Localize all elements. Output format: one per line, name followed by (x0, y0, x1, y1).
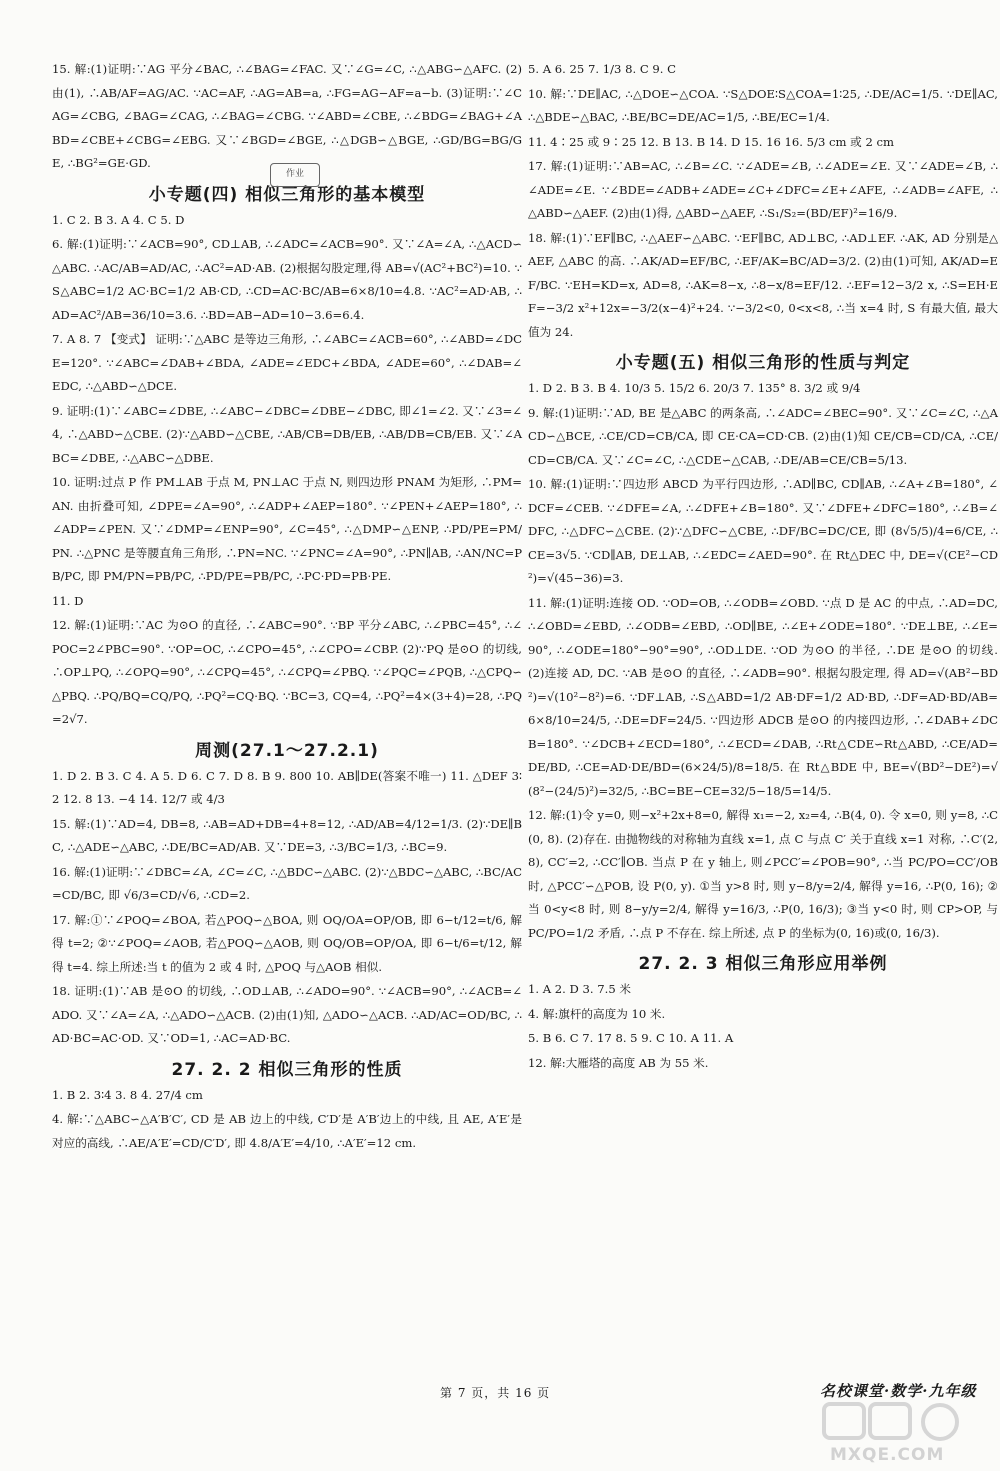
answer-paragraph: 7. A 8. 7 【变式】 证明:∵△ABC 是等边三角形, ∴∠ABC=∠ACB=60°, ∴∠ABD=∠DCE=120°. ∵∠ABC=∠DAB+∠BDA, ∠ADE=∠EDC+∠BDA, ∠ADE=60°, ∴∠DAB=∠EDC, ∴△ABD∽△DCE. (52, 332, 522, 393)
answer-paragraph: 15. 解:(1)∵AD=4, DB=8, ∴AB=AD+DB=4+8=12, ∴AD/AB=4/12=1/3. (2)∵DE∥BC, ∴△ADE∽△ABC, ∴DE/BC=AD/AB. 又∵DE=3, ∴3/BC=1/3, ∴BC=9. (52, 816, 522, 854)
answer-paragraph: 15. 解:(1)证明:∵AG 平分∠BAC, ∴∠BAG=∠FAC. 又∵∠G=∠C, ∴△ABG∽△AFC. (2)由(1), ∴AB/AF=AG/AC. ∵AC=AF, ∴AG=AB=a, ∴FG=AG−AF=a−b. (3)证明:∵∠CAG=∠CBG, ∠BAG=∠CAG, ∴∠BAG=∠CBG. ∵∠ABD=∠CBE, ∴∠BDG=∠BAG+∠ABD=∠CBE+∠CBG=∠EBG. 又∵∠BGD=∠BGE, ∴△DGB∽△BGE, ∴GD/BG=BG/GE, ∴BG²=GE·GD. (52, 62, 522, 170)
answer-paragraph: 16. 解:(1)证明:∵∠DBC=∠A, ∠C=∠C, ∴△BDC∽△ABC. (2)∵△BDC∽△ABC, ∴BC/AC=CD/BC, 即 √6/3=CD/√6, ∴CD=2. (52, 864, 523, 902)
answer-paragraph: 4. 解:旗杆的高度为 10 米. (528, 1006, 666, 1021)
watermark-text: MXQE.COM (830, 1445, 945, 1465)
answer-paragraph: 1. B 2. 3∶4 3. 8 4. 27/4 cm (52, 1087, 203, 1102)
answer-paragraph: 5. B 6. C 7. 17 8. 5 9. C 10. A 11. A (528, 1031, 734, 1045)
answer-paragraph: 10. 证明:过点 P 作 PM⊥AB 于点 M, PN⊥AC 于点 N, 则四边形 PNAM 为矩形, ∴PM=AN. 由折叠可知, ∠DPE=∠A=90°, ∴∠ADP+∠AEP=180°. ∵∠PEN+∠AEP=180°, ∴∠ADP=∠PEN. 又∵∠DMP=∠ENP=90°, ∠C=45°, ∴△DMP∽△ENP, ∴PD/PE=PM/PN. ∴△PNC 是等腰直角三角形, ∴PN=NC. ∵∠PNC=∠A=90°, ∴PN∥AB, ∴AN/NC=PB/PC, 即 PM/PN=PB/PC, ∴PD/PE=PB/PC, ∴PC·PD=PB·PE. (52, 475, 522, 583)
answer-paragraph: 11. 4∶25 或 9∶25 12. B 13. B 14. D 15. 16 16. 5/3 cm 或 2 cm (528, 134, 895, 149)
answer-paragraph: 17. 解:(1)证明:∵AB=AC, ∴∠B=∠C. ∵∠ADE=∠B, ∴∠ADE=∠E. 又∵∠ADE=∠B, ∴∠ADE=∠E. ∵∠BDE=∠ADB+∠ADE=∠C+∠DFC=∠E+∠AFE, ∴∠ADB=∠AFE, ∴△ABD∽△AEF. (2)由(1)得, △ABD∽△AEF, ∴S₁/S₂=(BD/EF)²=16/9. (528, 159, 998, 220)
answer-paragraph: 4. 解:∵△ABC∽△A′B′C′, CD 是 AB 边上的中线, C′D′是 A′B′边上的中线, 且 AE, A′E′是对应的高线, ∴AE/A′E′=CD/C′D′, 即 4.8/A′E′=4/10, ∴A′E′=12 cm. (52, 1112, 522, 1150)
right-column (528, 58, 998, 1076)
answer-paragraph: 1. C 2. B 3. A 4. C 5. D (52, 212, 185, 227)
answer-paragraph: 11. 解:(1)证明:连接 OD. ∵OD=OB, ∴∠ODB=∠OBD. ∵点 D 是 AC 的中点, ∴AD=DC, ∴∠OBD=∠EBD, ∴∠ODB=∠EBD, ∴OD∥BE, ∴∠E+∠ODE=180°. ∵DE⊥BE, ∴∠E=90°, ∴∠ODE=180°−90°=90°, ∴OD⊥DE. ∵OD 为⊙O 的半径, ∴DE 是⊙O 的切线. (2)连接 AD, DC. ∵AB 是⊙O 的直径, ∴∠ADB=90°. 根据勾股定理, 得 AD=√(AB²−BD²)=√(10²−8²)=6. ∵DF⊥AB, ∴S△ABD=1/2 AB·DF=1/2 AD·BD, ∴DF=AD·BD/AB=6×8/10=24/5, ∴DE=DF=24/5. ∵四边形 ADCB 是⊙O 的内接四边形, ∴∠DAB+∠DCB=180°. ∵∠DCB+∠ECD=180°, ∴∠ECD=∠DAB, ∴Rt△CDE∽Rt△ABD, ∴CE/AD=DE/BD, ∴CE=AD·DE/BD=(6×24/5)/8=18/5. 在 Rt△BDE 中, BE=√(BD²−DE²)=√(8²−(24/5)²)=32/5, ∴BC=BE−CE=32/5−18/5=14/5. (528, 595, 998, 798)
left-column (52, 58, 522, 1156)
answer-paragraph: 11. D (52, 593, 84, 608)
answer-paragraph: 10. 解:(1)证明:∵四边形 ABCD 为平行四边形, ∴AD∥BC, CD∥AB, ∴∠A+∠B=180°, ∠DCF=∠CEB. ∵∠DFE=∠A, ∴∠DFE+∠B=180°. 又∵∠DFE+∠DFC=180°, ∴∠B=∠DFC, ∴△DFC∽△CBE. (2)∵△DFC∽△CBE, ∴DF/BC=DC/CE, 即 (8√5/5)/4=6/CE, ∴CE=3√5. ∵CD∥AB, DE⊥AB, ∴∠EDC=∠AED=90°. 在 Rt△DEC 中, DE=√(CE²−CD²)=√(45−36)=3. (528, 477, 998, 585)
homework-stamp: 作业 (270, 163, 320, 187)
answer-paragraph: 1. A 2. D 3. 7.5 米 (528, 982, 631, 996)
answer-paragraph: 9. 解:(1)证明:∵AD, BE 是△ABC 的两条高, ∴∠ADC=∠BEC=90°. 又∵∠C=∠C, ∴△ACD∽△BCE, ∴CE/CD=CB/CA, 即 CE·CA=CD·CB. (2)由(1)知 CE/CB=CD/CA, ∴CE/CD=CB/CA. 又∵∠C=∠C, ∴△CDE∽△CAB, ∴DE/AB=CE/CB=5/13. (528, 405, 998, 467)
answer-paragraph: 1. D 2. B 3. B 4. 10/3 5. 15/2 6. 20/3 7. 135° 8. 3/2 或 9/4 (528, 381, 861, 395)
answer-paragraph: 12. 解:大雁塔的高度 AB 为 55 米. (528, 1055, 709, 1070)
section-heading: 27. 2. 3 相似三角形应用举例 (638, 954, 888, 974)
answer-paragraph: 12. 解:(1)令 y=0, 则−x²+2x+8=0, 解得 x₁=−2, x₂=4, ∴B(4, 0). 令 x=0, 则 y=8, ∴C(0, 8). (2)存在. 由抛物线的对称轴为直线 x=1, 点 C 与点 C′ 关于直线 x=1 对称, ∴C′(2, 8), CC′=2, ∴CC′∥OB. 当点 P 在 y 轴上, 则∠PCC′=∠POB=90°, ∴当 PC/PO=CC′/OB 时, △PCC′∽△POB, 设 P(0, y). ①当 y>8 时, 则 y−8/y=2/4, 解得 y=16, ∴P(0, 16); ②当 0<y<8 时, 则 8−y/y=2/4, 解得 y=16/3, ∴P(0, 16/3); ③当 y<0 时, 则 CP>OP, 与 PC/PO=1/2 矛盾, ∴点 P 不存在. 综上所述, 点 P 的坐标为(0, 16)或(0, 16/3). (528, 808, 998, 940)
section-heading: 小专题(四) 相似三角形的基本模型 (148, 184, 426, 205)
answer-paragraph: 12. 解:(1)证明:∵AC 为⊙O 的直径, ∴∠ABC=90°. ∵BP 平分∠ABC, ∴∠PBC=45°, ∴∠POC=2∠PBC=90°. ∵OP=OC, ∴∠CPO=45°, ∴∠CPO=∠CBP. (2)∵PQ 是⊙O 的切线, ∴OP⊥PQ, ∴∠OPQ=90°, ∴∠CPQ=45°, ∴∠CPQ=∠PBQ. ∵∠PQC=∠PQB, ∴△CPQ∽△PBQ. ∴PQ/BQ=CQ/PQ, ∴PQ²=CQ·BQ. ∵BC=3, CQ=4, ∴PQ²=4×(3+4)=28, ∴PQ=2√7. (52, 618, 522, 726)
answer-paragraph: 6. 解:(1)证明:∵∠ACB=90°, CD⊥AB, ∴∠ADC=∠ACB=90°. 又∵∠A=∠A, ∴△ACD∽△ABC. ∴AC/AB=AD/AC, ∴AC²=AD·AB. (2)根据勾股定理,得 AB=√(AC²+BC²)=10. ∵S△ABC=1/2 AC·BC=1/2 AB·CD, ∴CD=AC·BC/AB=6×8/10=4.8. ∵AC²=AD·AB, ∴AD=AC²/AB=36/10=3.6. ∴BD=AB−AD=10−3.6=6.4. (52, 237, 522, 322)
answer-paragraph: 5. A 6. 25 7. 1/3 8. C 9. C (528, 62, 677, 76)
section-heading: 小专题(五) 相似三角形的性质与判定 (615, 353, 911, 373)
answer-paragraph: 10. 解:∵DE∥AC, ∴△DOE∽△COA. ∵S△DOE∶S△COA=1∶25, ∴DE/AC=1/5. ∵DE∥AC, ∴△BDE∽△BAC, ∴BE/BC=DE/AC=1/5, ∴BE/EC=1/4. (528, 86, 998, 124)
answer-paragraph: 9. 证明:(1)∵∠ABC=∠DBE, ∴∠ABC−∠DBC=∠DBE−∠DBC, 即∠1=∠2. 又∵∠3=∠4, ∴△ABD∽△CBE. (2)∵△ABD∽△CBE, ∴AB/CB=DB/EB, ∴AB/DB=CB/EB. 又∵∠ABC=∠DBE, ∴△ABC∽△DBE. (52, 403, 522, 465)
page-number: 第 7 页，共 16 页 (440, 1386, 551, 1400)
answer-paragraph: 1. D 2. B 3. C 4. A 5. D 6. C 7. D 8. B 9. 800 10. AB∥DE(答案不唯一) 11. △DEF 3∶2 12. 8 13. −4 14. 12/7 或 4/3 (52, 768, 522, 806)
section-heading: 27. 2. 2 相似三角形的性质 (171, 1059, 403, 1080)
section-heading: 周测(27.1～27.2.1) (195, 740, 379, 761)
answer-paragraph: 18. 解:(1)∵EF∥BC, ∴△AEF∽△ABC. ∵EF∥BC, AD⊥BC, ∴AD⊥EF. ∴AK, AD 分别是△AEF, △ABC 的高. ∴AK/AD=EF/BC, ∴EF/AK=BC/AD=3/2. (2)由(1)可知, AK/AD=EF/BC. ∵EH=KD=x, AD=8, ∴AK=8−x, ∴8−x/8=EF/12. ∴EF=12−3/2 x, ∴S=EH·EF=−3/2 x²+12x=−3/2(x−4)²+24. ∵−3/2<0, 0<x<8, ∴当 x=4 时, S 有最大值, 最大值为 24. (528, 230, 998, 339)
answer-paragraph: 17. 解:①∵∠POQ=∠BOA, 若△POQ∽△BOA, 则 OQ/OA=OP/OB, 即 6−t/12=t/6, 解得 t=2; ②∵∠POQ=∠AOB, 若△POQ∽△AOB, 则 OQ/OB=OP/OA, 即 6−t/6=t/12, 解得 t=4. 综上所述:当 t 的值为 2 或 4 时, △POQ 与△AOB 相似. (52, 912, 522, 974)
book-brand: 名校课堂·数学·九年级 (820, 1382, 977, 1400)
answer-paragraph: 18. 证明:(1)∵AB 是⊙O 的切线, ∴OD⊥AB, ∴∠ADO=90°. ∵∠ACB=90°, ∴∠ACB=∠ADO. 又∵∠A=∠A, ∴△ADO∽△ACB. (2)由(1)知, △ADO∽△ACB. ∴AD/AC=OD/BC, ∴AD·BC=AC·OD. 又∵OD=1, ∴AC=AD·BC. (52, 984, 522, 1045)
